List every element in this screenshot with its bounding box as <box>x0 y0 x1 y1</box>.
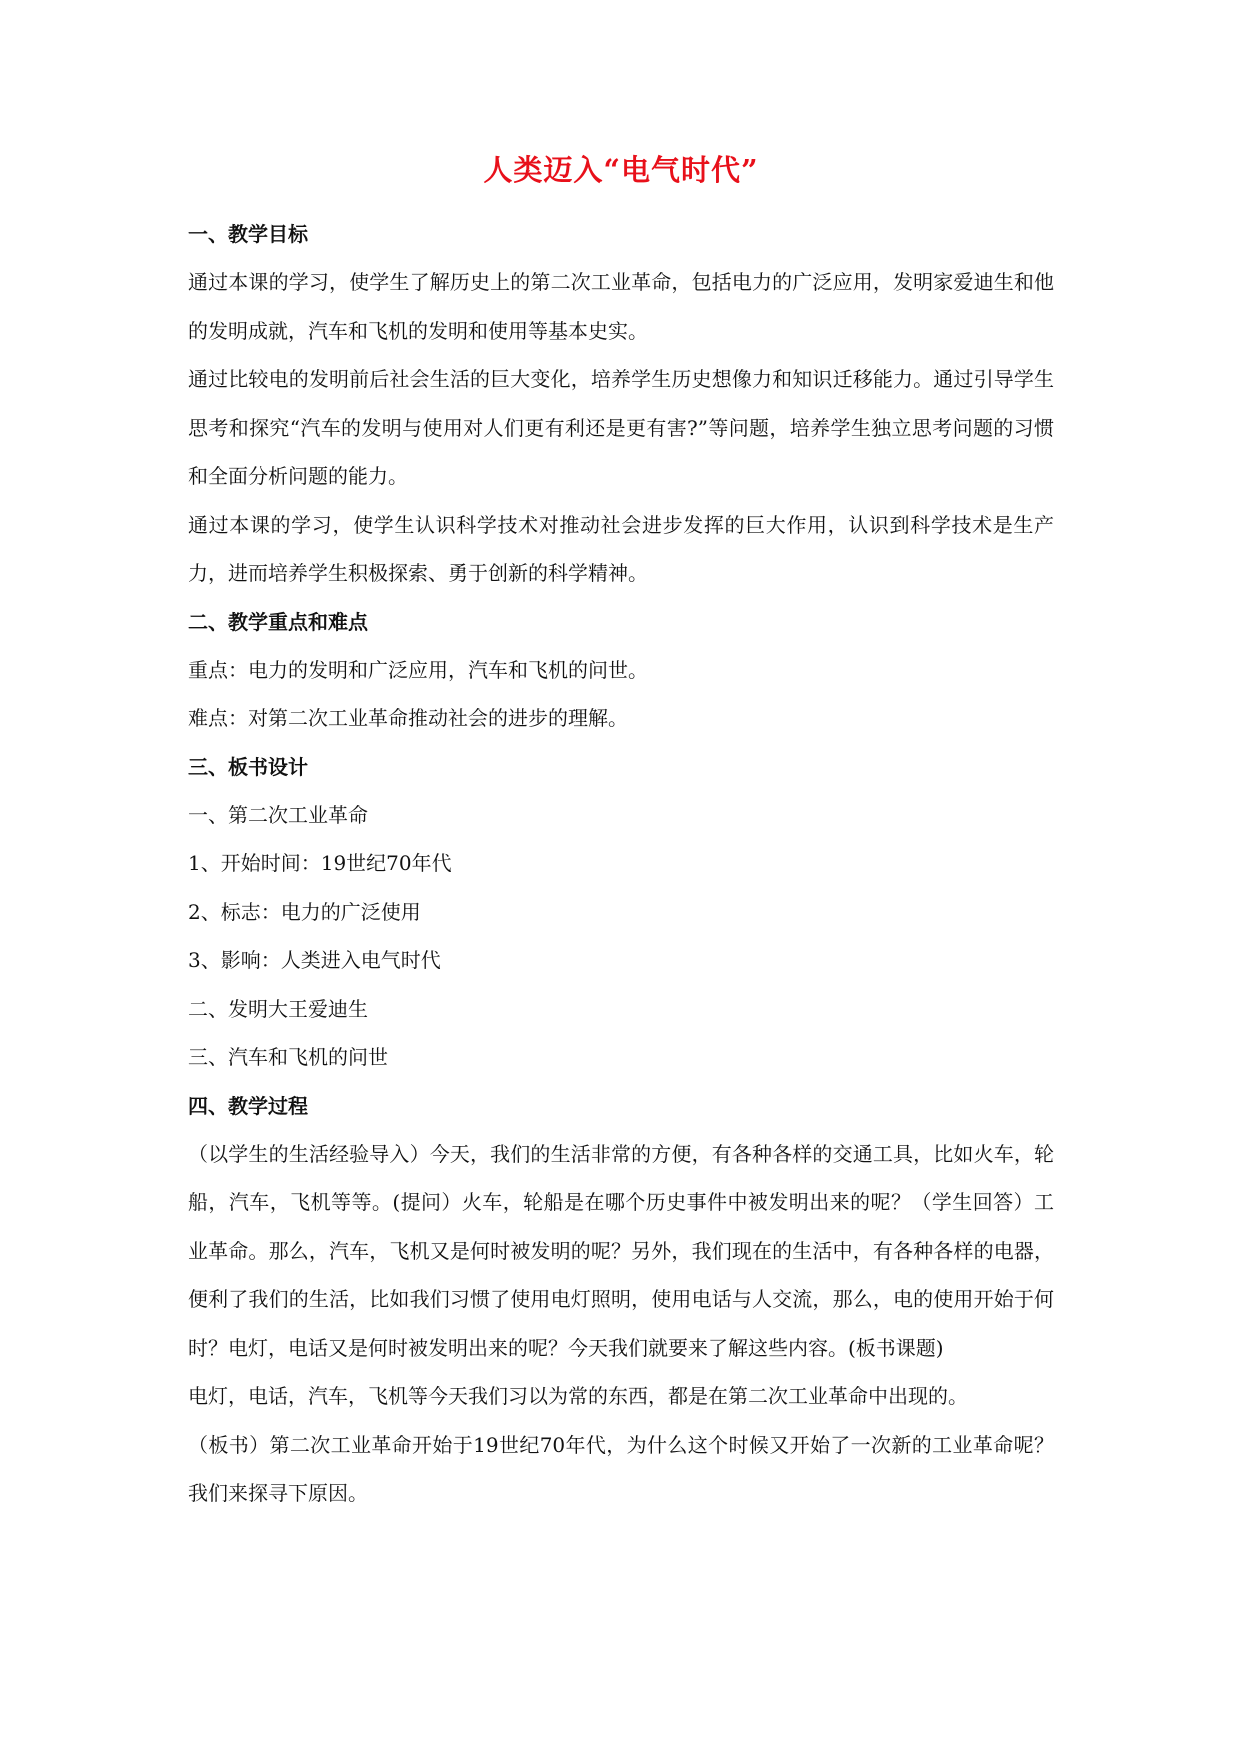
paragraph: 难点：对第二次工业革命推动社会的进步的理解。 <box>188 706 628 730</box>
paragraph: （以学生的生活经验导入）今天，我们的生活非常的方便，有各种各样的交通工具，比如火车，轮船，汽车，飞机等等。(提问）火车，轮船是在哪个历史事件中被发明出来的呢？（学生回答）工业革命。那么，汽车，飞机又是何时被发明的呢？另外，我们现在的生活中，有各种各样的电器，便利了我们的生活，比如我们习惯了使用电灯照明，使用电话与人交流，那么，电的使用开始于何时？电灯，电话又是何时被发明出来的呢？今天我们就要来了解这些内容。(板书课题) <box>188 1141 1054 1360</box>
section-heading-process: 四、教学过程 <box>188 1093 308 1118</box>
paragraph: 3、影响：人类进入电气时代 <box>188 948 441 972</box>
paragraph: 通过本课的学习，使学生了解历史上的第二次工业革命，包括电力的广泛应用，发明家爱迪生和他的发明成就，汽车和飞机的发明和使用等基本史实。 <box>188 270 1054 343</box>
paragraph: 电灯，电话，汽车，飞机等今天我们习以为常的东西，都是在第二次工业革命中出现的。 <box>188 1384 968 1408</box>
paragraph: （板书）第二次工业革命开始于19世纪70年代，为什么这个时候又开始了一次新的工业革命呢？我们来探寻下原因。 <box>188 1432 1054 1505</box>
paragraph: 二、发明大王爱迪生 <box>188 996 368 1021</box>
paragraph: 三、汽车和飞机的问世 <box>188 1045 388 1069</box>
section-heading-objectives: 一、教学目标 <box>188 222 308 246</box>
paragraph: 2、标志：电力的广泛使用 <box>188 899 421 924</box>
document-title: 人类迈入“电气时代” <box>483 153 759 187</box>
paragraph: 一、第二次工业革命 <box>188 802 368 827</box>
section-heading-key-points: 二、教学重点和难点 <box>188 609 368 634</box>
section-heading-board-design: 三、板书设计 <box>188 754 308 779</box>
paragraph: 通过比较电的发明前后社会生活的巨大变化，培养学生历史想像力和知识迁移能力。通过引导学生思考和探究“汽车的发明与使用对人们更有利还是更有害?”等问题，培养学生独立思考问题的习惯和全面分析问题的能力。 <box>188 367 1054 488</box>
paragraph: 重点：电力的发明和广泛应用，汽车和飞机的问世。 <box>188 657 648 682</box>
paragraph: 通过本课的学习，使学生认识科学技术对推动社会进步发挥的巨大作用，认识到科学技术是生产力，进而培养学生积极探索、勇于创新的科学精神。 <box>188 512 1054 585</box>
document-body <box>188 150 1054 1518</box>
paragraph: 1、开始时间：19世纪70年代 <box>188 851 452 875</box>
